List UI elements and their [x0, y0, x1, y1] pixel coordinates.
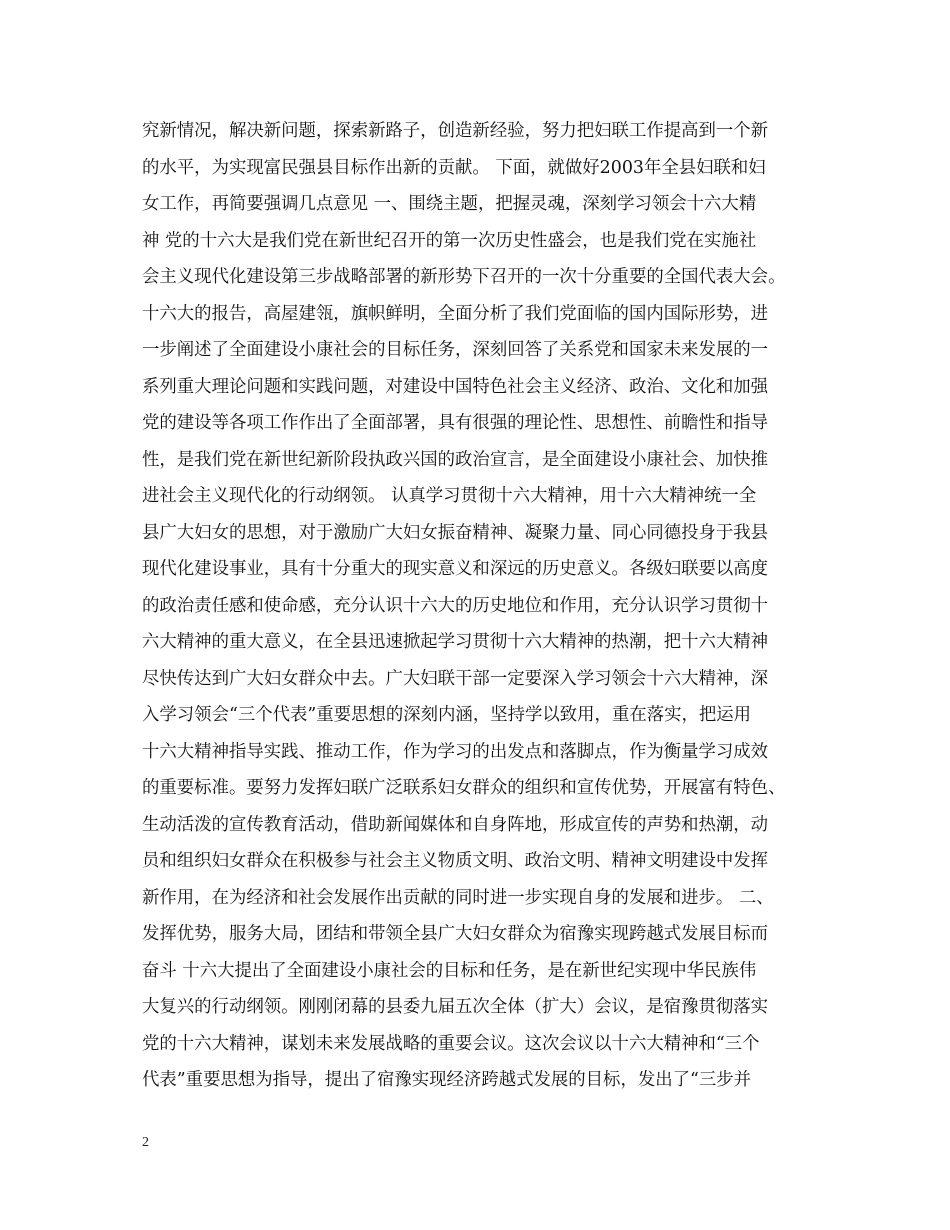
text-line: 的重要标准。要努力发挥妇联广泛联系妇女群众的组织和宣传优势，开展富有特色、	[142, 778, 786, 798]
text-line: 代表”重要思想为指导，提出了宿豫实现经济跨越式发展的目标，发出了“三步并	[142, 1070, 752, 1090]
text-line: 的水平，为实现富民强县目标作出新的贡献。 下面，就做好2003年全县妇联和妇	[142, 157, 766, 178]
text-line: 尽快传达到广大妇女群众中去。广大妇联干部一定要深入学习领会十六大精神，深	[142, 668, 769, 689]
text-line: 六大精神的重大意义，在全县迅速掀起学习贯彻十六大精神的热潮，把十六大精神	[142, 632, 769, 652]
text-line: 会主义现代化建设第三步战略部署的新形势下召开的一次十分重要的全国代表大会。	[142, 267, 786, 287]
text-line: 奋斗 十六大提出了全面建设小康社会的目标和任务，是在新世纪实现中华民族伟	[142, 960, 757, 981]
text-line: 发挥优势，服务大局，团结和带领全县广大妇女群众为宿豫实现跨越式发展目标而	[142, 924, 769, 944]
text-line: 性，是我们党在新世纪新阶段执政兴国的政治宣言，是全面建设小康社会、加快推	[142, 449, 769, 470]
text-line: 县广大妇女的思想，对于激励广大妇女振奋精神、凝聚力量、同心同德投身于我县	[142, 522, 769, 543]
text-line: 党的十六大精神，谋划未来发展战略的重要会议。这次会议以十六大精神和“三个	[142, 1033, 760, 1054]
text-line: 的政治责任感和使命感，充分认识十六大的历史地位和作用，充分认识学习贯彻十	[142, 595, 769, 616]
text-line: 究新情况，解决新问题，探索新路子，创造新经验，努力把妇联工作提高到一个新	[142, 121, 769, 141]
text-line: 十六大的报告，高屋建瓴，旗帜鲜明，全面分析了我们党面临的国内国际形势，进	[142, 303, 769, 324]
text-line: 十六大精神指导实践、推动工作，作为学习的出发点和落脚点，作为衡量学习成效	[142, 741, 769, 762]
page-number: 2	[142, 1135, 149, 1150]
text-line: 神 党的十六大是我们党在新世纪召开的第一次历史性盛会，也是我们党在实施社	[142, 230, 757, 251]
text-line: 现代化建设事业，具有十分重大的现实意义和深远的历史意义。各级妇联要以高度	[142, 559, 769, 579]
text-line: 新作用，在为经济和社会发展作出贡献的同时进一步实现自身的发展和进步。 二、	[142, 887, 774, 908]
text-line: 进社会主义现代化的行动纲领。 认真学习贯彻十六大精神，用十六大精神统一全	[142, 486, 757, 506]
text-line: 系列重大理论问题和实践问题，对建设中国特色社会主义经济、政治、文化和加强	[142, 376, 769, 397]
text-line: 生动活泼的宣传教育活动，借助新闻媒体和自身阵地，形成宣传的声势和热潮，动	[142, 814, 769, 835]
text-line: 大复兴的行动纲领。刚刚闭幕的县委九届五次全体（扩大）会议，是宿豫贯彻落实	[142, 997, 769, 1017]
body-text	[142, 113, 822, 1099]
text-line: 员和组织妇女群众在积极参与社会主义物质文明、政治文明、精神文明建设中发挥	[142, 851, 769, 871]
text-line: 入学习领会“三个代表”重要思想的深刻内涵，坚持学以致用，重在落实，把运用	[142, 705, 752, 725]
text-line: 一步阐述了全面建设小康社会的目标任务，深刻回答了关系党和国家未来发展的一	[142, 340, 769, 360]
text-line: 女工作，再简要强调几点意见 一、围绕主题，把握灵魂，深刻学习领会十六大精	[142, 194, 757, 214]
text-line: 党的建设等各项工作作出了全面部署，具有很强的理论性、思想性、前瞻性和指导	[142, 413, 769, 433]
